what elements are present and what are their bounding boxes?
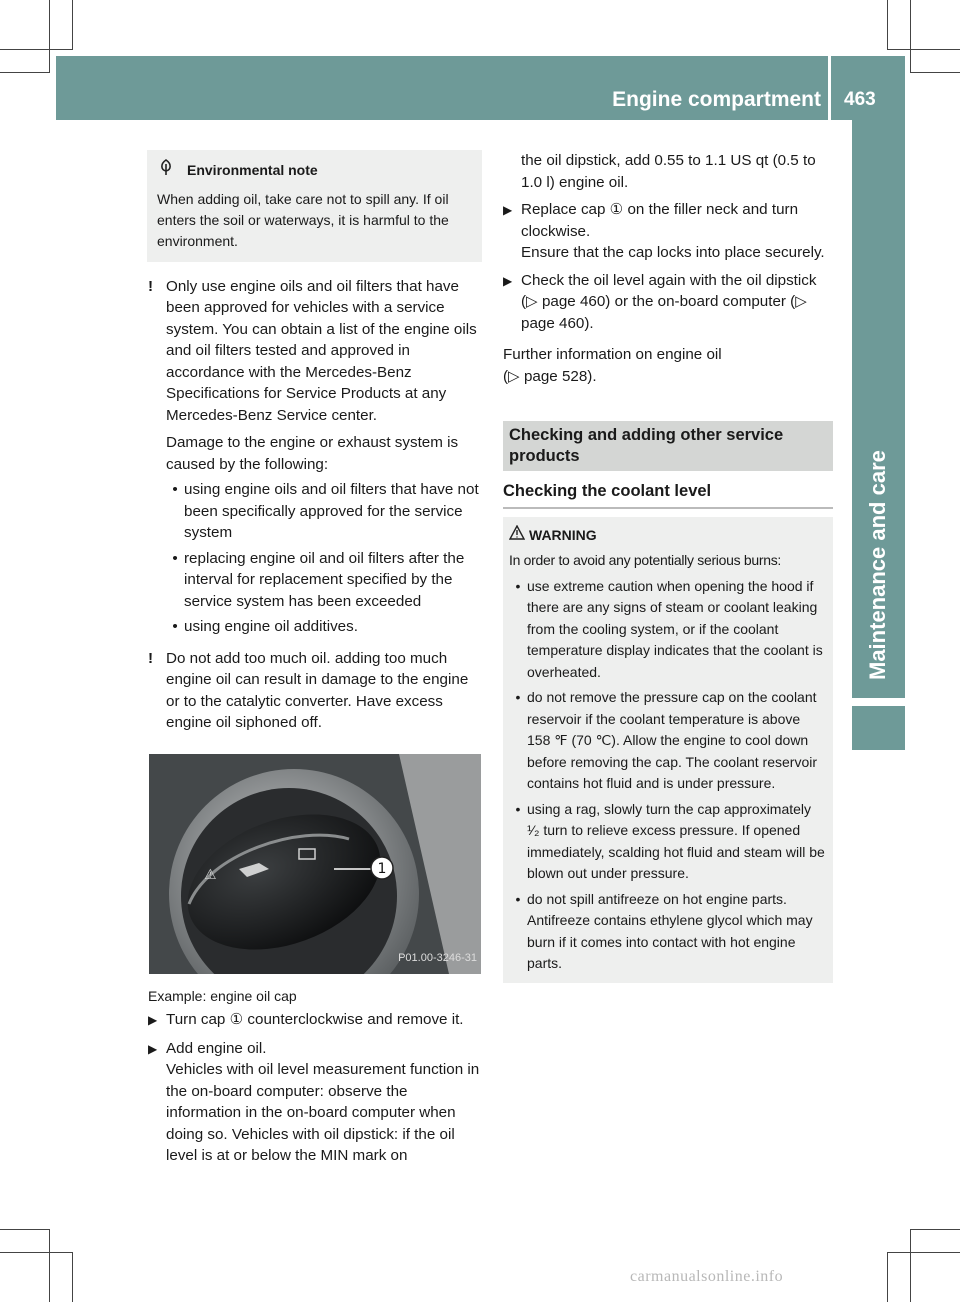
warning-bullet: use extreme caution when opening the hood if there are any signs of steam or coolant leaking from the cooling system, or if the coolant temperature display indicates that the coolant is overheated. xyxy=(527,577,823,680)
damage-bullet: using engine oils and oil filters that have not been specifically approved for the service system xyxy=(184,481,479,541)
oil-cap-figure xyxy=(149,754,481,974)
page-header xyxy=(56,56,905,120)
environmental-note xyxy=(147,150,482,262)
side-tab-marker xyxy=(852,706,905,750)
damage-bullet: replacing engine oil and oil filters after the interval for replacement specified by the service system has been exceeded xyxy=(184,549,465,610)
environmental-note-heading: Environmental note xyxy=(187,161,318,178)
figure-caption: Example: engine oil cap xyxy=(148,987,297,1004)
further-info: Further information on engine oil (▷ page 528). xyxy=(503,346,722,385)
page-number: 463 xyxy=(844,89,876,110)
step-text: Check the oil level again with the oil dipstick (▷ page 460) or the on-board computer (▷ page 460). xyxy=(521,271,817,332)
step-text: Turn cap ① counterclockwise and remove it. xyxy=(166,1011,464,1028)
damage-bullet: using engine oil additives. xyxy=(184,618,358,635)
header-title: Engine compartment xyxy=(612,88,821,111)
caution-overfill-text: Do not add too much oil. adding too much engine oil can result in damage to the engine or to the catalytic converter. Have excess engine oil siphoned off. xyxy=(166,649,469,731)
arrow-icon: ▶ xyxy=(148,1013,158,1027)
watermark: carmanualsonline.info xyxy=(630,1268,784,1285)
warning-bullet: do not remove the pressure cap on the coolant reservoir if the coolant temperature is above 158 ℉ (70 ℃). Allow the engine to cool down before removing the cap. The coolant reservoir contains hot fluid and is under pressure. xyxy=(527,689,818,791)
environmental-note-text: When adding oil, take care not to spill any. If oil enters the soil or waterways, it is harmful to the environment. xyxy=(157,190,449,249)
arrow-icon: ▶ xyxy=(148,1041,158,1056)
side-tab xyxy=(852,120,905,698)
damage-intro: Damage to the engine or exhaust system is caused by the following: xyxy=(166,434,459,473)
step xyxy=(503,199,833,264)
caution-overfill xyxy=(148,648,482,734)
figure-code: P01.00-3246-31 xyxy=(398,952,477,964)
caution-mark: ! xyxy=(148,649,154,667)
right-column xyxy=(503,150,833,983)
figure-callout-1: 1 xyxy=(377,860,387,877)
step-text: Add engine oil. Vehicles with oil level measurement function in the on-board computer: observe the information in the on-board computer when doing so. Vehicles with oil dipstick: if the oil level is at or below the MIN mark on xyxy=(166,1039,480,1164)
step xyxy=(503,270,833,335)
warning-intro: In order to avoid any potentially serious burns: xyxy=(509,552,781,568)
step-text: Replace cap ① on the filler neck and turn clockwise. Ensure that the cap locks into place securely. xyxy=(521,201,825,261)
svg-text:⚠: ⚠ xyxy=(204,866,217,883)
warning-box: WARNING In order to avoid any potentially serious burns: • use extreme caution when opening the hood if there are any signs of steam or coolant leaking from the cooling system, or if the coolant temperature display indicates that the coolant is overheated. • do not remove the pressure cap on the coolant reservoir if the coolant temperature is above 158 ℉ (70 ℃). Allow the engine to cool down before removing the cap. The coolant reservoir contains hot fluid and is under pressure. • using a rag, slowly turn the cap approximately ¹⁄₂ turn to relieve excess pressure. If opened immediately, scalding hot fluid and steam will be blown out under pressure. • do not spill antifreeze on hot engine parts. Antifreeze contains ethylene glycol which may burn if it comes into contact with hot engine parts. xyxy=(503,517,833,983)
caution-approved-oils: ! Only use engine oils and oil filters that have been approved for vehicles with a service system. You can obtain a list of the engine oils and oil filters tested and approved in accordance with the Mercedes-Benz Specifications for Service Products at any Mercedes-Benz Service center. Damage to the engine or exhaust system is caused by the following: • using engine oils and oil filters that have not been specifically approved for the service system • replacing engine oil and oil filters after the interval for replacement specified by the service system has been exceeded • using engine oil additives. xyxy=(148,276,482,638)
caution-approved-oils-text: Only use engine oils and oil filters that have been approved for vehicles with a service system. You can obtain a list of the engine oils and oil filters tested and approved in accordance with the Mercedes-Benz Specifications for Service Products at any Mercedes-Benz Service center. xyxy=(166,277,477,424)
subheading: Checking the coolant level xyxy=(503,481,833,509)
warning-heading: WARNING xyxy=(529,526,597,543)
caution-mark: ! xyxy=(148,277,154,295)
step xyxy=(148,1009,482,1032)
step xyxy=(148,1038,482,1167)
side-tab-label: Maintenance and care xyxy=(865,450,890,680)
oil-cap-illustration xyxy=(149,754,481,974)
arrow-icon: ▶ xyxy=(503,203,513,217)
warning-bullet: do not spill antifreeze on hot engine parts. Antifreeze contains ethylene glycol which may burn if it comes into contact with hot engine parts. xyxy=(527,890,813,971)
warning-triangle-icon xyxy=(509,525,529,547)
continuation-text: the oil dipstick, add 0.55 to 1.1 US qt (0.5 to 1.0 l) engine oil. xyxy=(521,152,816,191)
header-divider xyxy=(828,56,831,120)
arrow-icon: ▶ xyxy=(503,273,513,288)
warning-bullet: using a rag, slowly turn the cap approximately ¹⁄₂ turn to relieve excess pressure. If opened immediately, scalding hot fluid and steam will be blown out under pressure. xyxy=(527,800,825,881)
leaf-icon xyxy=(157,158,187,183)
left-column xyxy=(148,150,482,1167)
section-title: Checking and adding other service products xyxy=(503,421,833,471)
